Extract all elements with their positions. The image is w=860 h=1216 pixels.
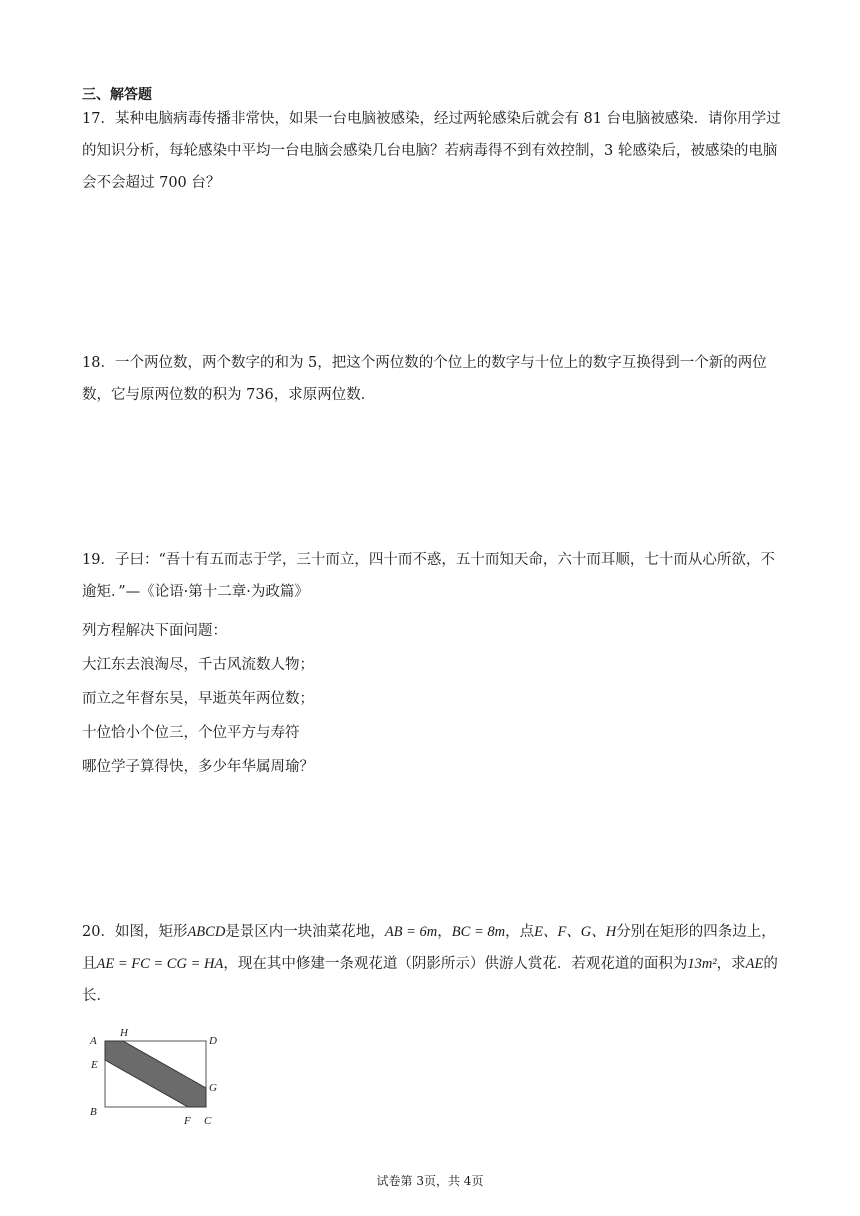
question-19-line: 列方程解决下面问题： <box>82 623 227 639</box>
question-19-line: 而立之年督东吴，早逝英年两位数； <box>82 691 314 707</box>
label-h: H <box>120 1027 128 1039</box>
label-c: C <box>204 1115 212 1127</box>
label-f: F <box>184 1115 191 1127</box>
section-title: 三、解答题 <box>82 87 152 103</box>
label-d: D <box>209 1035 217 1047</box>
flower-path-shaded <box>105 1041 206 1107</box>
question-19-line: 十位恰小个位三，个位平方与寿符 <box>82 725 300 741</box>
rectangle-figure <box>84 1024 234 1132</box>
question-18: 18．一个两位数，两个数字的和为 5，把这个两位数的个位上的数字与十位上的数字互换得到一个新的两位数，它与原两位数的积为 736，求原两位数． <box>82 355 767 403</box>
question-17: 17．某种电脑病毒传播非常快，如果一台电脑被感染，经过两轮感染后就会有 81 台电脑被感染．请你用学过的知识分析，每轮感染中平均一台电脑会感染几台电脑？若病毒得不到有效控制，3 轮感染后，被感染的电脑会不会超过 700 台？ <box>82 111 781 191</box>
question-19-intro: 19．子曰：“吾十有五而志于学，三十而立，四十而不惑，五十而知天命，六十而耳顺，七十而从心所欲，不逾矩．”—《论语·第十二章·为政篇》 <box>82 552 775 600</box>
question-20: 20．如图，矩形ABCD是景区内一块油菜花地，AB = 6m，BC = 8m，点E、F、G、H分别在矩形的四条边上，且AE = FC = CG = HA，现在其中修建一条观花道（阴影所示）供游人赏花．若观花道的面积为13m²，求AE的长． <box>82 924 778 1004</box>
page-footer: 试卷第 3页，共 4页 <box>376 1174 484 1188</box>
question-19-line: 大江东去浪淘尽，千古风流数人物； <box>82 657 314 673</box>
label-b: B <box>90 1106 97 1118</box>
question-19-line: 哪位学子算得快，多少年华属周瑜？ <box>82 759 314 775</box>
label-a: A <box>90 1035 97 1047</box>
label-e: E <box>91 1059 98 1071</box>
label-g: G <box>209 1082 217 1094</box>
